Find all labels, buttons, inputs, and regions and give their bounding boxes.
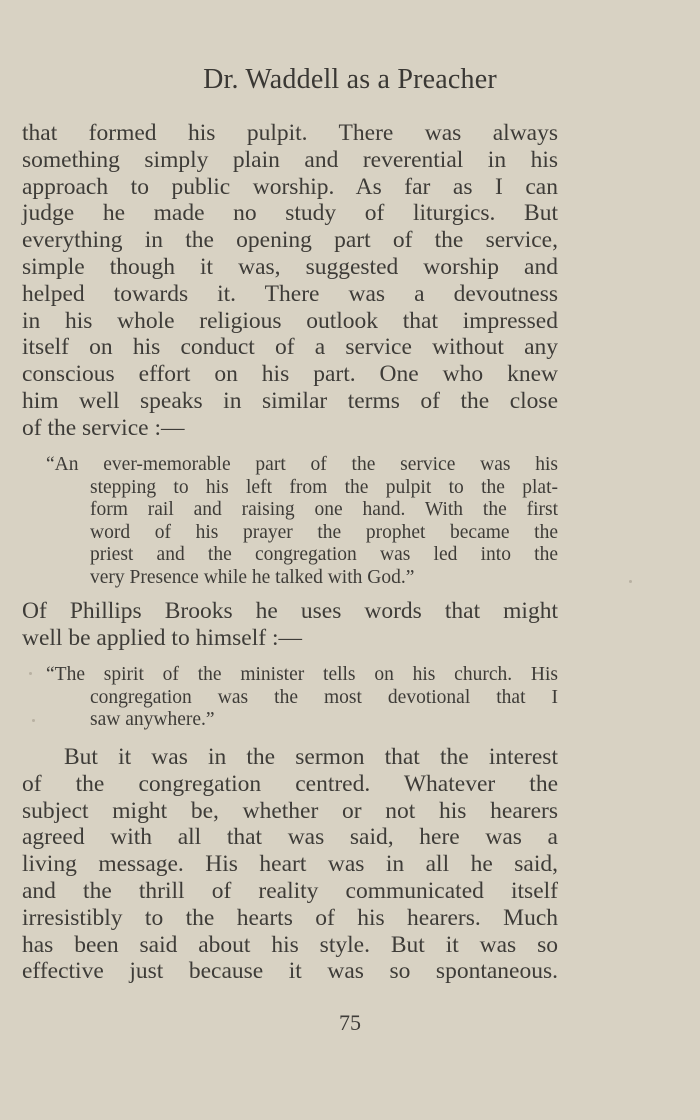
text-line: simple though it was, suggested worship and xyxy=(22,253,558,280)
text-line: helped towards it. There was a devoutness xyxy=(22,280,558,307)
text-line: in his whole religious outlook that impressed xyxy=(22,307,558,334)
text-line: irresistibly to the hearts of his hearers. Much xyxy=(22,904,558,931)
text-line: well be applied to himself :— xyxy=(22,624,302,651)
page-number: 75 xyxy=(339,1010,361,1035)
quote-line: “An ever-memorable part of the service was his xyxy=(46,454,558,475)
paragraph-1 xyxy=(22,120,558,442)
text-line: has been said about his style. But it was so xyxy=(22,931,558,958)
text-line: agreed with all that was said, here was a xyxy=(22,824,558,851)
text-line: conscious effort on his part. One who knew xyxy=(22,361,558,388)
quote-line: form rail and raising one hand. With the first xyxy=(90,499,558,520)
text-line: something simply plain and reverential in his xyxy=(22,146,558,173)
quote-line: priest and the congregation was led into the xyxy=(90,544,558,565)
text-line: itself on his conduct of a service without any xyxy=(22,334,558,361)
paragraph-3 xyxy=(22,744,558,985)
text-line: Of Phillips Brooks he uses words that might xyxy=(22,598,558,624)
text-line: everything in the opening part of the service, xyxy=(22,227,558,254)
quote-line: saw anywhere.” xyxy=(90,709,215,730)
paper-speck xyxy=(29,672,32,675)
running-title: Dr. Waddell as a Preacher xyxy=(203,64,497,95)
quote-line: congregation was the most devotional that I xyxy=(90,686,558,708)
text-line: living message. His heart was in all he said, xyxy=(22,851,558,878)
paragraph-2 xyxy=(22,598,558,652)
text-line: approach to public worship. As far as I can xyxy=(22,173,558,200)
quote-line: stepping to his left from the pulpit to the plat- xyxy=(90,476,558,498)
text-line: and the thrill of reality communicated itself xyxy=(22,877,558,904)
text-line: him well speaks in similar terms of the close xyxy=(22,387,558,414)
paper-speck xyxy=(629,580,632,583)
text-line: of the service :— xyxy=(22,414,185,441)
text-line: subject might be, whether or not his hearers xyxy=(22,797,558,824)
text-line: But it was in the sermon that the interest xyxy=(64,744,558,770)
text-line: judge he made no study of liturgics. But xyxy=(22,200,558,227)
quote-line: “The spirit of the minister tells on his church. His xyxy=(46,664,558,685)
quote-line: very Presence while he talked with God.” xyxy=(90,566,415,588)
text-line: effective just because it was so spontaneous. xyxy=(22,958,558,985)
text-line: of the congregation centred. Whatever the xyxy=(22,770,558,797)
block-quote-1 xyxy=(46,454,558,589)
text-line: that formed his pulpit. There was always xyxy=(22,120,558,146)
paper-speck xyxy=(32,719,35,722)
block-quote-2 xyxy=(46,664,558,732)
quote-line: word of his prayer the prophet became the xyxy=(90,521,558,543)
